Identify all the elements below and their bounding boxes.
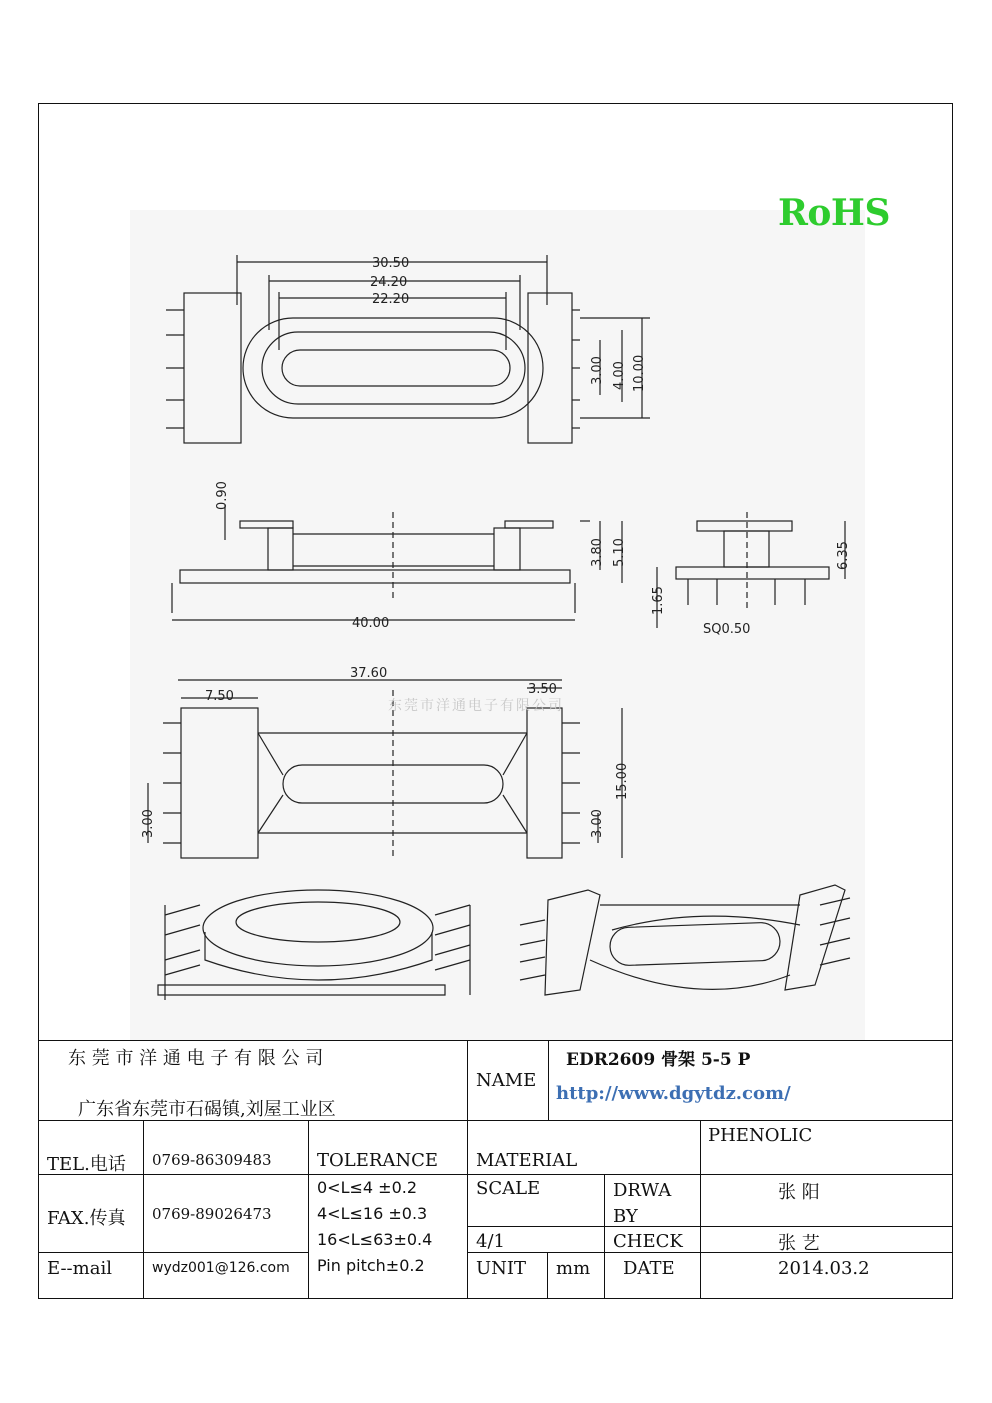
- top-view: [166, 255, 650, 443]
- divider: [468, 1252, 953, 1253]
- dim-left-w-label: 7.50: [205, 689, 234, 704]
- email-value[interactable]: wydz001@126.com: [152, 1260, 290, 1276]
- divider: [604, 1174, 605, 1299]
- divider: [547, 1252, 548, 1299]
- divider: [548, 1040, 549, 1120]
- email-label: E--mail: [47, 1258, 112, 1279]
- scale-value: 4/1: [476, 1231, 505, 1252]
- company-address: 广东省东莞市石碣镇,刘屋工业区: [78, 1099, 336, 1120]
- divider: [38, 1252, 309, 1253]
- tolerance-label: TOLERANCE: [317, 1150, 439, 1171]
- isometric-view-right: [520, 885, 850, 995]
- tolerance-row: Pin pitch±0.2: [317, 1256, 425, 1275]
- dim-a-label: 30.50: [372, 256, 410, 271]
- website-link[interactable]: http://www.dgytdz.com/: [556, 1083, 791, 1104]
- dim-c-label: 22.20: [372, 292, 410, 307]
- tolerance-row: 0<L≤4 ±0.2: [317, 1178, 418, 1197]
- divider: [308, 1120, 309, 1299]
- tolerance-row: 16<L≤63±0.4: [317, 1230, 433, 1249]
- dim-h-label: 5.10: [612, 538, 627, 567]
- dim-o-label: 3.00: [590, 809, 605, 838]
- divider: [700, 1120, 701, 1299]
- scale-label: SCALE: [476, 1178, 541, 1199]
- isometric-view-left: [158, 890, 470, 1000]
- date-label: DATE: [623, 1258, 675, 1279]
- divider: [38, 1040, 953, 1041]
- drawn-by-label: DRWA BY: [613, 1180, 672, 1227]
- fax-value: 0769-89026473: [152, 1205, 272, 1223]
- dim-p-label: 3.00: [141, 809, 156, 838]
- dim-j-label: 6.35: [836, 541, 851, 570]
- watermark: 东莞市洋通电子有限公司: [388, 698, 564, 714]
- company-name: 东 莞 市 洋 通 电 子 有 限 公 司: [68, 1048, 324, 1069]
- tel-value: 0769-86309483: [152, 1151, 272, 1169]
- name-label: NAME: [476, 1070, 537, 1091]
- date-value: 2014.03.2: [778, 1258, 870, 1279]
- dim-f-label: 10.00: [632, 354, 647, 392]
- material-value: PHENOLIC: [708, 1125, 813, 1146]
- check-label: CHECK: [613, 1231, 683, 1252]
- tel-label: TEL.电话: [47, 1154, 126, 1175]
- dim-n-label: 15.00: [615, 762, 630, 800]
- side-view: [172, 505, 622, 620]
- dim-g-top-label: 0.90: [215, 481, 230, 510]
- fax-label: FAX.传真: [47, 1208, 126, 1229]
- unit-value: mm: [556, 1258, 591, 1279]
- dim-l-label: 40.00: [352, 616, 390, 631]
- divider: [143, 1120, 144, 1299]
- tolerance-row: 4<L≤16 ±0.3: [317, 1204, 428, 1223]
- dim-e-label: 4.00: [612, 361, 627, 390]
- end-view: [657, 512, 845, 628]
- divider: [467, 1040, 468, 1299]
- dim-b-label: 24.20: [370, 275, 408, 290]
- dim-g-label: 3.80: [590, 538, 605, 567]
- drawn-by-value: 张 阳: [778, 1182, 820, 1203]
- divider: [468, 1174, 953, 1175]
- material-label: MATERIAL: [476, 1150, 578, 1171]
- divider: [468, 1226, 953, 1227]
- check-value: 张 艺: [778, 1233, 820, 1254]
- dim-sq-label: SQ0.50: [703, 622, 751, 637]
- unit-label: UNIT: [476, 1258, 527, 1279]
- dim-k-label: 1.65: [651, 586, 666, 615]
- dim-right-w-label: 3.50: [528, 682, 557, 697]
- dim-d-label: 3.00: [590, 356, 605, 385]
- rohs-mark: RoHS: [778, 192, 890, 234]
- dim-m-label: 37.60: [350, 666, 388, 681]
- part-name: EDR2609 骨架 5-5 P: [566, 1050, 751, 1070]
